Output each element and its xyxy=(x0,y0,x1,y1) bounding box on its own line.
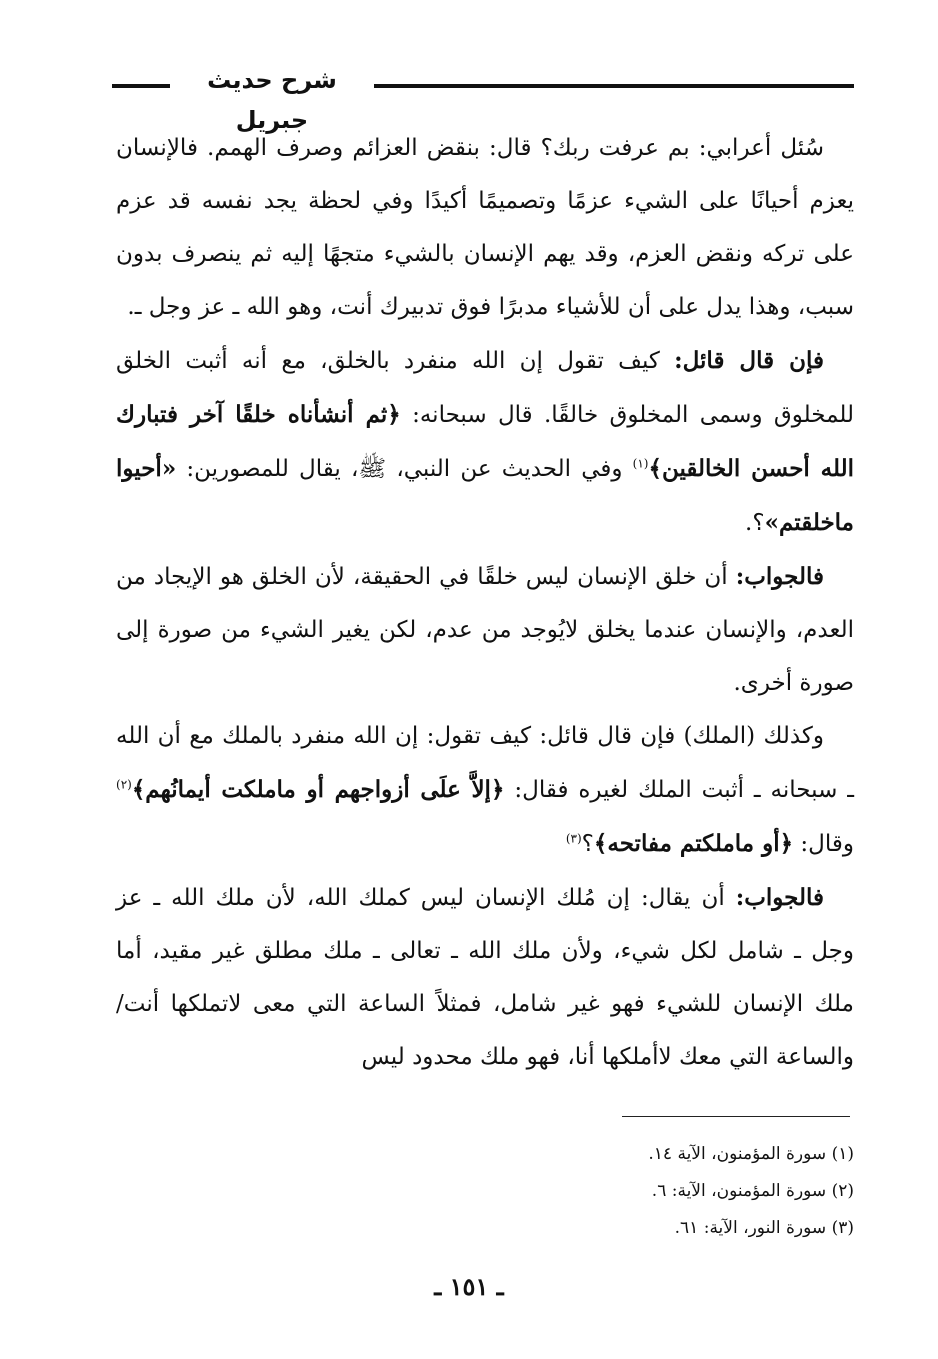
paragraph-2-text-b: وفي الحديث عن النبي، ﷺ، يقال للمصورين: xyxy=(176,456,633,482)
paragraph-2-text-a: كيف تقول إن الله منفرد بالخلق، مع أنه أثبت الخلق للمخلوق وسمى المخلوق خالقًا. قال سبحانه: xyxy=(116,348,854,428)
footnote-1: (١) سورة المؤمنون، الآية ١٤. xyxy=(648,1144,854,1164)
paragraph-5 xyxy=(116,871,854,1084)
quran-verse-2: ﴿إلاَّ علَى أزواجهم أو ماملكت أيمانُهم﴾ xyxy=(131,776,505,803)
paragraph-3-lead: فالجواب: xyxy=(735,563,824,590)
paragraph-3 xyxy=(116,550,854,710)
footnote-ref-1: (١) xyxy=(632,456,649,471)
header-rule-right xyxy=(374,84,854,88)
header-rule-left xyxy=(112,84,170,88)
footnote-3: (٣) سورة النور، الآية: ٦١. xyxy=(674,1218,854,1238)
footnote-separator xyxy=(622,1116,850,1117)
paragraph-5-text: أن يقال: إن مُلك الإنسان ليس كملك الله، لأن ملك الله ـ عز وجل ـ شامل لكل شيء، ولأن ملك الله ـ تعالى ـ ملك مطلق غير مقيد، أما ملك الإنسان للشيء فهو غير شامل، فمثلاً الساعة التي معى لاتملكها أنت/ والساعة التي معك لاأملكها أنا، فهو ملك محدود ليس xyxy=(116,885,854,1070)
paragraph-1-text: سُئل أعرابي: بم عرفت ربك؟ قال: بنقض العزائم وصرف الهمم. فالإنسان يعزم أحيانًا على الشيء عزمًا وتصميمًا أكيدًا وفي لحظة يجد نفسه قد عزم على تركه ونقض العزم، وقد يهم الإنسان بالشيء متجهًا إليه ثم ينصرف بدون سبب، وهذا يدل على أن للأشياء مدبرًا فوق تدبيرك أنت، وهو الله ـ عز وجل ـ. xyxy=(116,135,854,320)
quran-verse-1: ﴿ثم أنشأناه خلقًا آخر فتبارك الله أحسن الخالقين﴾ xyxy=(116,401,854,482)
footnote-2: (٢) سورة المؤمنون، الآية: ٦. xyxy=(651,1181,854,1201)
paragraph-4 xyxy=(116,710,854,871)
paragraph-1 xyxy=(116,122,854,334)
footnote-ref-3: (٣) xyxy=(565,831,582,846)
paragraph-3-text: أن خلق الإنسان ليس خلقًا في الحقيقة، لأن الخلق هو الإيجاد من العدم، والإنسان عندما يخلق لايُوجد من عدم، لكن يغير الشيء من صورة إلى صورة أخرى. xyxy=(116,564,854,696)
body-text xyxy=(116,122,854,1084)
paragraph-4-text-c: ؟ xyxy=(581,831,594,857)
paragraph-2-lead: فإن قال قائل: xyxy=(674,347,824,374)
hadith-quote: «أحيوا ماخلقتم» xyxy=(116,455,854,536)
paragraph-5-lead: فالجواب: xyxy=(735,884,824,911)
quran-verse-3: ﴿أو ماملكتم مفاتحه﴾ xyxy=(593,830,794,857)
paragraph-2-text-c: ؟. xyxy=(745,510,765,536)
running-header xyxy=(112,58,854,134)
header-title: شرح حديث جبريل xyxy=(207,66,337,134)
footnote-ref-2: (٢) xyxy=(116,777,132,792)
footnotes xyxy=(434,1136,854,1247)
page-number: ـ ١٥١ ـ xyxy=(434,1272,504,1301)
paragraph-2 xyxy=(116,334,854,550)
paragraph-4-text-a: وكذلك (الملك) فإن قال قائل: كيف تقول: إن الله منفرد بالملك مع أن الله ـ سبحانه ـ أثبت الملك لغيره فقال: xyxy=(116,723,855,803)
paragraph-4-text-b: وقال: xyxy=(793,831,854,857)
